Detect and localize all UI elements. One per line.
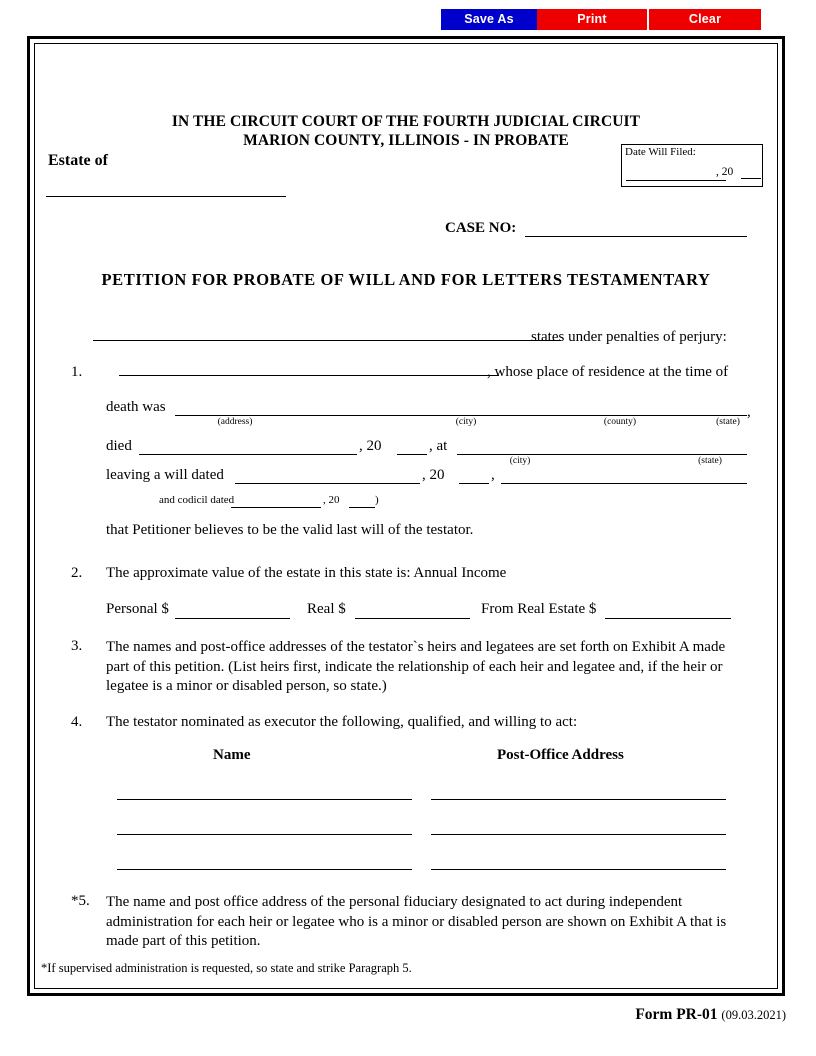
died-date-input[interactable] xyxy=(139,454,357,455)
will-date-input[interactable] xyxy=(235,483,420,484)
codicil-year-input[interactable] xyxy=(349,507,375,508)
court-heading-line1: IN THE CIRCUIT COURT OF THE FOURTH JUDICIAL CIRCUIT xyxy=(171,113,641,130)
will-year-prefix: , 20 xyxy=(422,467,445,483)
footnote-text: *If supervised administration is requested, so state and strike Paragraph 5. xyxy=(41,961,412,975)
personal-value-input[interactable] xyxy=(175,618,290,619)
form-page xyxy=(27,36,785,996)
executor-address-input-1[interactable] xyxy=(431,799,726,800)
date-will-filed-label: Date Will Filed: xyxy=(625,146,696,158)
item-2-number: 2. xyxy=(71,565,83,581)
estate-of-input[interactable] xyxy=(46,196,286,197)
item-5-text: The name and post office address of the personal fiduciary designated to act during independent administration for each heir or legatee who is a minor or disabled person are shown on Exhibit A that is made part of this petition. xyxy=(106,894,727,949)
item-3-text: The names and post-office addresses of the testator`s heirs and legatees are set forth on Exhibit A made part of this petition. (List heirs first, indicate the relationship of each heir and legatee and, if the heir or legatee is a minor or disabled person, so state.) xyxy=(106,639,726,694)
will-year-input[interactable] xyxy=(459,483,489,484)
form-number-value: Form PR-01 xyxy=(635,1006,718,1023)
real-label: Real $ xyxy=(307,601,346,617)
sublabel-city-2: (city) xyxy=(509,456,531,466)
page-inner-border xyxy=(34,43,778,989)
item-2-text: The approximate value of the estate in this state is: Annual Income xyxy=(106,565,507,581)
clear-button[interactable]: Clear xyxy=(649,9,761,30)
sublabel-address: (address) xyxy=(217,417,253,427)
estate-of-label: Estate of xyxy=(48,152,108,169)
leaving-will-label: leaving a will dated xyxy=(106,467,224,483)
column-header-name: Name xyxy=(213,747,251,763)
died-label: died xyxy=(106,438,132,454)
sublabel-county: (county) xyxy=(603,417,637,427)
form-number xyxy=(0,1006,786,1024)
executor-address-input-3[interactable] xyxy=(431,869,726,870)
codicil-label: and codicil dated xyxy=(159,494,235,506)
case-no-label: CASE NO: xyxy=(445,220,517,236)
will-comma: , xyxy=(491,467,495,483)
item-1-number: 1. xyxy=(71,364,83,380)
sublabel-state-2: (state) xyxy=(698,456,722,466)
sublabel-state: (state) xyxy=(716,417,740,427)
personal-label: Personal $ xyxy=(106,601,169,617)
codicil-date-input[interactable] xyxy=(231,507,321,508)
from-real-estate-input[interactable] xyxy=(605,618,731,619)
executor-name-input-3[interactable] xyxy=(117,869,412,870)
real-value-input[interactable] xyxy=(355,618,470,619)
petitioner-name-input[interactable] xyxy=(93,340,561,341)
death-was-label: death was xyxy=(106,399,166,415)
died-year-input[interactable] xyxy=(397,454,427,455)
date-will-filed-input[interactable] xyxy=(626,165,726,181)
residence-address-input[interactable] xyxy=(175,415,747,416)
item-4-number: 4. xyxy=(71,714,83,730)
date-will-filed-year-prefix: , 20 xyxy=(716,166,734,178)
died-at-label: , at xyxy=(429,438,448,454)
died-year-prefix: , 20 xyxy=(359,438,382,454)
item-1-tail-text: , whose place of residence at the time of xyxy=(487,364,729,380)
codicil-year-prefix: , 20 xyxy=(323,494,340,506)
form-content xyxy=(35,44,777,988)
item-4-text: The testator nominated as executor the following, qualified, and willing to act: xyxy=(106,714,578,730)
died-place-input[interactable] xyxy=(457,454,747,455)
column-header-address: Post-Office Address xyxy=(497,747,624,763)
case-no-input[interactable] xyxy=(525,236,747,237)
date-will-filed-year-input[interactable] xyxy=(741,178,761,179)
executor-name-input-2[interactable] xyxy=(117,834,412,835)
item-5-number: *5. xyxy=(71,893,90,909)
item-3-number: 3. xyxy=(71,638,83,654)
save-as-button[interactable]: Save As xyxy=(441,9,537,30)
toolbar xyxy=(0,0,816,30)
sublabel-city: (city) xyxy=(455,417,477,427)
decedent-name-input[interactable] xyxy=(119,375,499,376)
page-title: PETITION FOR PROBATE OF WILL AND FOR LETTERS TESTAMENTARY xyxy=(101,270,711,289)
states-under-penalties-text: states under penalties of perjury: xyxy=(531,329,727,345)
will-extra-input[interactable] xyxy=(501,483,747,484)
executor-name-input-1[interactable] xyxy=(117,799,412,800)
valid-will-statement: that Petitioner believes to be the valid last will of the testator. xyxy=(106,522,474,538)
residence-comma: , xyxy=(747,404,751,420)
from-real-estate-label: From Real Estate $ xyxy=(481,601,597,617)
print-button[interactable]: Print xyxy=(537,9,647,30)
executor-address-input-2[interactable] xyxy=(431,834,726,835)
form-revision: (09.03.2021) xyxy=(721,1008,786,1022)
codicil-paren: ) xyxy=(375,494,379,506)
court-heading-line2: MARION COUNTY, ILLINOIS - IN PROBATE xyxy=(243,132,569,149)
date-will-filed-box xyxy=(621,144,763,187)
